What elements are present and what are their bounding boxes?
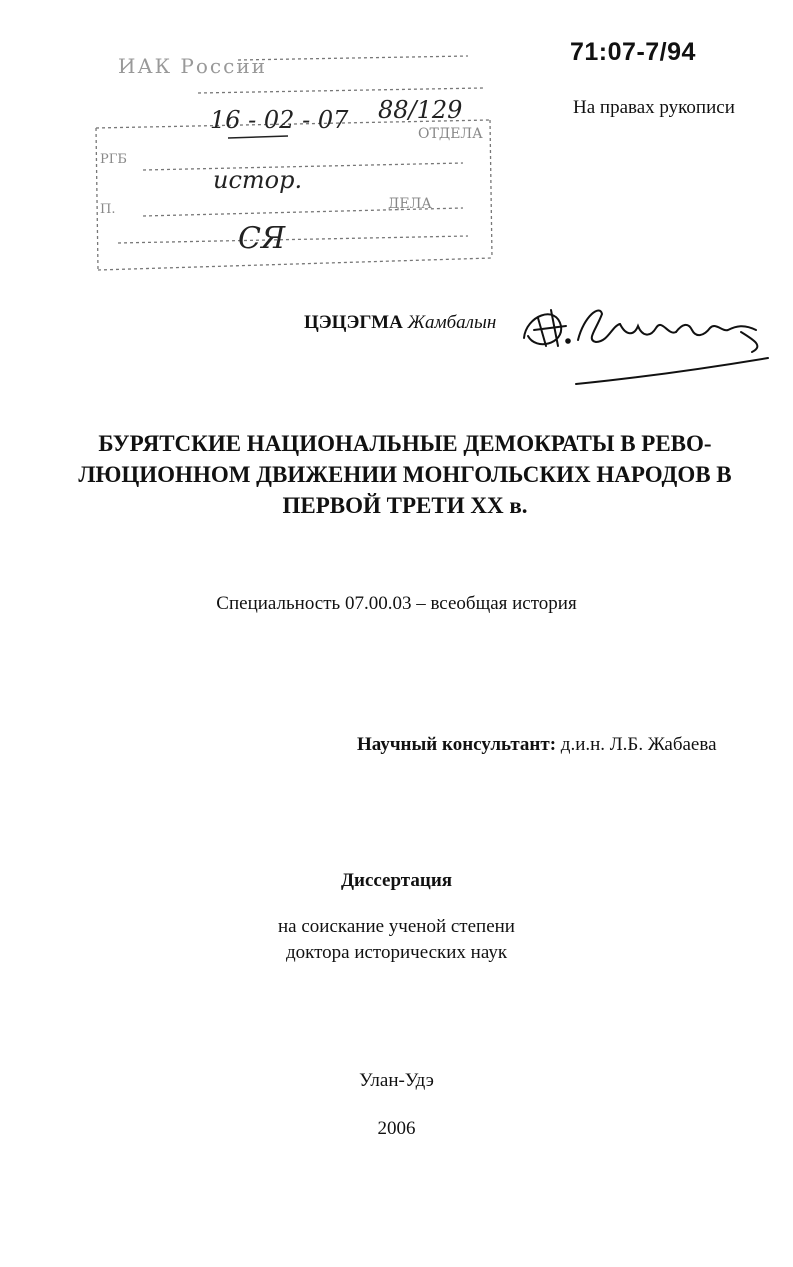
degree-line-2: доктора исторических наук <box>285 942 508 963</box>
degree-line-1: на соискание ученой степени <box>278 916 515 937</box>
author-name: ЦЭЦЭГМА <box>304 312 403 333</box>
specialty: Специальность 07.00.03 – всеобщая история <box>216 593 577 614</box>
stamp-printed-text: ИАК России <box>118 54 267 78</box>
stamp-frame <box>88 38 498 288</box>
svg-text:РГБ: РГБ <box>100 152 127 167</box>
title-line: ЛЮЦИОННОМ ДВИЖЕНИИ МОНГОЛЬСКИХ НАРОДОВ В <box>78 462 732 487</box>
year: 2006 <box>377 1118 416 1139</box>
author-line <box>304 312 496 334</box>
svg-text:ДЕЛА: ДЕЛА <box>388 196 432 212</box>
handwritten-date: 16 - 02 - 07 <box>210 106 349 134</box>
scientific-consultant <box>357 734 717 756</box>
consultant-value: д.и.н. Л.Б. Жабаева <box>560 734 717 755</box>
rights-notice: На правах рукописи <box>573 97 735 118</box>
author-patronymic: Жамбалын <box>407 312 497 333</box>
signature-graphic <box>516 296 776 396</box>
city: Улан-Удэ <box>359 1070 434 1091</box>
author-signature <box>516 296 776 396</box>
title-line: ПЕРВОЙ ТРЕТИ XX в. <box>282 493 528 518</box>
library-stamp <box>88 38 498 288</box>
dissertation-title <box>60 428 750 521</box>
title-line: БУРЯТСКИЕ НАЦИОНАЛЬНЫЕ ДЕМОКРАТЫ В РЕВО- <box>98 431 712 456</box>
consultant-label: Научный консультант: <box>357 734 557 755</box>
handwritten-number: 88/129 <box>378 96 463 124</box>
svg-text:ОТДЕЛА: ОТДЕЛА <box>418 126 483 142</box>
svg-text:П.: П. <box>100 202 116 217</box>
handwritten-dept: истор. <box>213 166 303 194</box>
handwritten-initial: СЯ <box>238 221 286 256</box>
document-code: 71:07-7/94 <box>570 38 696 66</box>
dissertation-heading: Диссертация <box>340 870 453 891</box>
